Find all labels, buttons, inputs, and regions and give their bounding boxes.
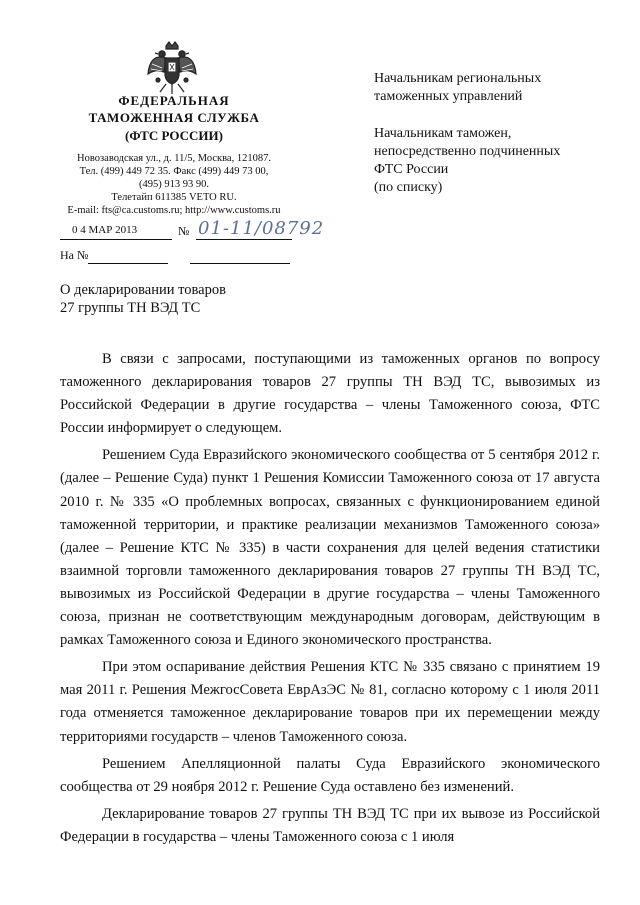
teletype-line: Телетайп 611385 VETO RU.: [111, 192, 237, 203]
org-name-line-1: ФЕДЕРАЛЬНАЯ: [118, 93, 230, 108]
coat-of-arms-icon: [146, 40, 198, 96]
addressee-line: Начальникам региональных: [374, 71, 542, 86]
number-underline: [196, 239, 292, 240]
addressee-line: непосредственно подчиненных: [374, 144, 561, 159]
date-underline: [60, 239, 172, 240]
addressee-line: ФТС России: [374, 162, 449, 177]
letter-body: [60, 348, 600, 853]
reference-label: На №: [60, 248, 89, 262]
body-paragraph: В связи с запросами, поступающими из таможенных органов по вопросу таможенного декларирования товаров 27 группы ТН ВЭД ТС, вывозимых из Российской Федерации в другие государства – члены Таможенного союза, ФТС России информирует о следующем.: [60, 351, 600, 437]
body-paragraph: Декларирование товаров 27 группы ТН ВЭД ТС при их вывозе из Российской Федерации в государства – члены Таможенного союза с 1 июля: [60, 805, 600, 845]
letter-date: 0 4 МАР 2013: [72, 224, 138, 236]
number-label: №: [178, 224, 190, 238]
body-paragraph: Решением Суда Евразийского экономического сообщества от 5 сентября 2012 г. (далее – Решение Суда) пункт 1 Решения Комиссии Таможенного союза от 17 августа 2010 г. № 335 «О проблемных вопросах, связанных с функционированием единой таможенной территории, и практике реализации механизмов Таможенного союза» (далее – Решение КТС № 335) в части сохранения для целей ведения статистики взаимной торговли таможенного декларирования товаров 27 группы ТН ВЭД ТС, вывозимых из Российской Федерации в другие государства – члены Таможенного союза, признан не соответствующим международным договорам, действующим в рамках Таможенного союза и Единого экономического пространства.: [60, 447, 600, 649]
addressee-line: (по списку): [374, 180, 443, 195]
phone-fax-line: Тел. (499) 449 72 35. Факс (499) 449 73 00,: [79, 166, 269, 177]
org-name-line-2: ТАМОЖЕННАЯ СЛУЖБА: [88, 110, 260, 125]
body-paragraph: При этом оспаривание действия Решения КТС № 335 связано с принятием 19 мая 2011 г. Решения МежгосСовета ЕврАзЭС № 81, согласно которому с 1 июля 2011 года отменяется таможенное декларирование товаров при их перемещении между территориями государств – членов Таможенного союза.: [60, 659, 600, 745]
registration-number: 01-11/08792: [198, 218, 325, 239]
phone-line: (495) 913 93 90.: [139, 179, 209, 190]
org-abbreviation: (ФТС РОССИИ): [125, 128, 223, 143]
address-line: Новозаводская ул., д. 11/5, Москва, 121087.: [77, 153, 271, 164]
reference-underline-2: [190, 263, 290, 264]
subject-line: 27 группы ТН ВЭД ТС: [60, 300, 201, 316]
reference-underline-1: [88, 263, 168, 264]
email-line: E-mail: fts@ca.customs.ru; http://www.customs.ru: [67, 205, 281, 216]
addressee-line: Начальникам таможен,: [374, 126, 512, 141]
addressee-line: таможенных управлений: [374, 89, 523, 104]
body-paragraph: Решением Апелляционной палаты Суда Евразийского экономического сообщества от 29 ноября 2012 г. Решение Суда оставлено без изменений.: [60, 755, 600, 795]
subject-line: О декларировании товаров: [60, 282, 226, 298]
